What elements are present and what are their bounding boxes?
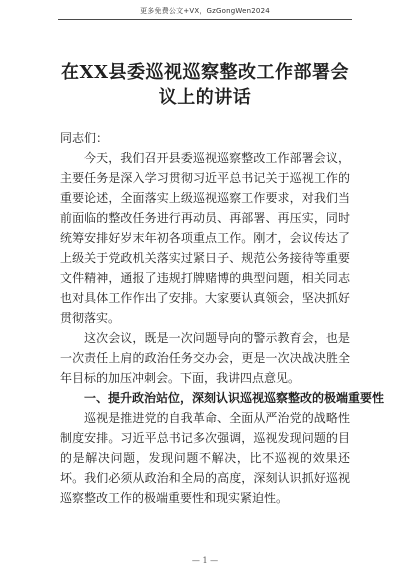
body-paragraph: 这次会议，既是一次问题导向的警示教育会，也是一次责任上肩的政治任务交办会，更是一次决战决胜全年目标的加压冲刺会。下面，我讲四点意见。	[60, 331, 350, 385]
header-note: 更多免费公文+VX，GzGongWen2024	[140, 7, 270, 15]
page-number: — 1 —	[191, 556, 219, 565]
header-divider	[58, 19, 352, 20]
section-paragraph: 巡视是推进党的自我革命、全面从严治党的战略性制度安排。习近平总书记多次强调，巡视发现问题的目的是解决问题，发现问题不解决，比不巡视的效果还坏。我们必须从政治和全局的高度，深刻认识抓好巡视巡察整改工作的极端重要性和现实紧迫性。	[60, 411, 350, 505]
salutation: 同志们：	[60, 131, 109, 145]
document-title: 在XX县委巡视巡察整改工作部署会议上的讲话	[61, 62, 349, 108]
section-heading: 一、提升政治站位，深刻认识巡视巡察整改的极端重要性	[84, 391, 385, 405]
body-paragraph: 今天，我们召开县委巡视巡察整改工作部署会议，主要任务是深入学习贯彻习近平总书记关于巡视工作的重要论述，全面落实上级巡视巡察工作要求，对我们当前面临的整改任务进行再动员、再部署、再压实，同时统筹安排好岁末年初各项重点工作。刚才，会议传达了上级关于党政机关落实过紧日子、规范公务接待等重要文件精神，通报了违规打牌赌博的典型问题，相关同志也对具体工作作出了安排。大家要认真领会，坚决抓好贯彻落实。	[60, 151, 350, 325]
document-body	[60, 128, 385, 508]
